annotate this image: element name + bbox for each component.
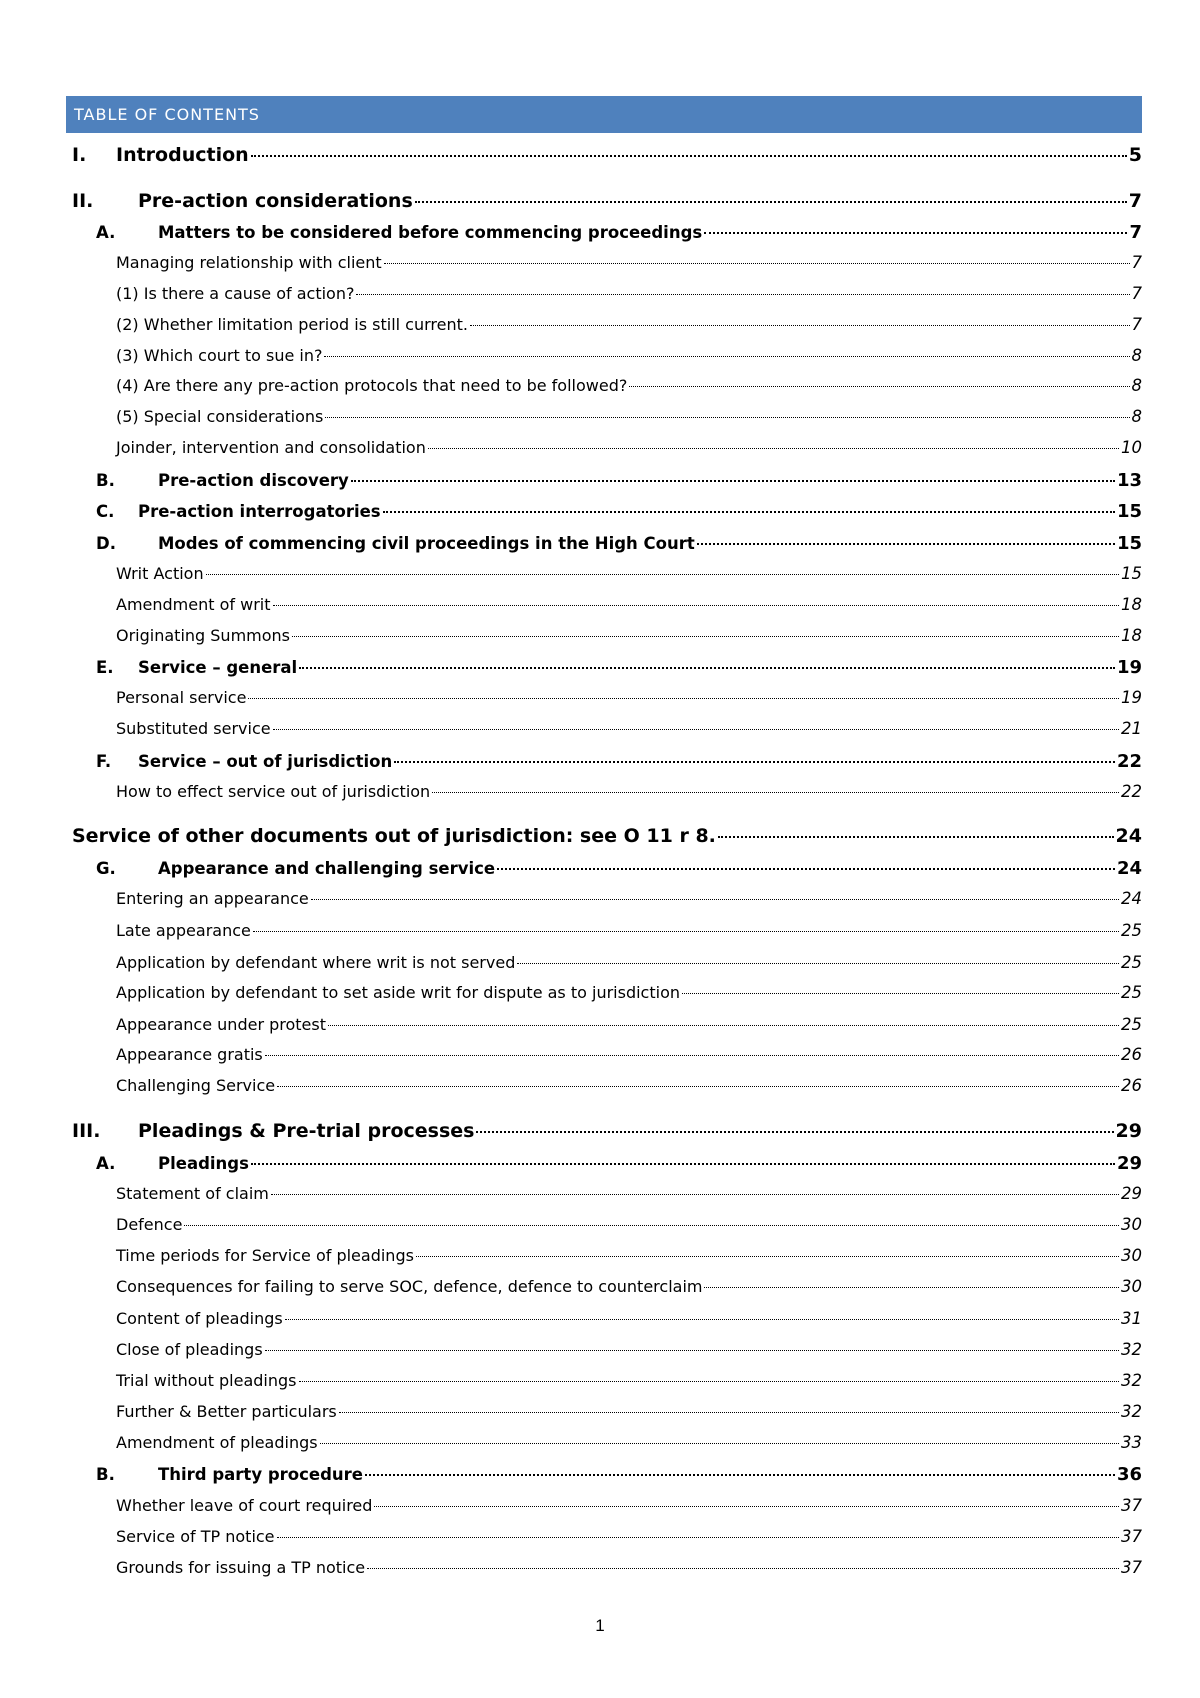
dot-leader: [497, 868, 1115, 870]
dot-leader: [265, 1350, 1119, 1351]
toc-entry-label: Appearance under protest: [116, 1015, 326, 1034]
toc-entry-label: How to effect service out of jurisdiction: [116, 782, 431, 801]
dot-leader: [365, 1474, 1115, 1476]
dot-leader: [206, 574, 1119, 575]
toc-entry-page: 22: [1121, 782, 1142, 801]
dot-leader: [324, 356, 1129, 357]
dot-leader: [428, 448, 1119, 449]
dot-leader: [351, 480, 1115, 482]
dot-leader: [517, 963, 1119, 964]
toc-entry-page: 7: [1128, 190, 1142, 212]
toc-entry-label: Service – out of jurisdiction: [138, 752, 393, 771]
toc-entry[interactable]: [96, 222, 1142, 248]
toc-entry-page: 32: [1121, 1371, 1142, 1390]
toc-entry[interactable]: [116, 953, 1142, 979]
toc-entry-label: Trial without pleadings: [116, 1371, 297, 1390]
toc-entry-page: 18: [1121, 595, 1142, 614]
toc-entry[interactable]: [72, 144, 1142, 170]
toc-entry-label: (2) Whether limitation period is still current.: [116, 315, 468, 334]
toc-entry-page: 37: [1121, 1527, 1142, 1546]
toc-entry-label: Matters to be considered before commencing proceedings: [158, 223, 703, 242]
toc-entry[interactable]: [72, 825, 1142, 851]
toc-entry-label: Service – general: [138, 658, 298, 677]
toc-entry-page: 30: [1121, 1246, 1142, 1265]
toc-entry-page: 26: [1121, 1045, 1142, 1064]
toc-entry-page: 21: [1121, 719, 1142, 738]
toc-entry[interactable]: [116, 253, 1142, 279]
toc-entry-number: B.: [96, 471, 115, 490]
toc-entry[interactable]: [116, 1015, 1142, 1041]
toc-entry-label: Pre-action discovery: [158, 471, 349, 490]
toc-entry-page: 32: [1121, 1340, 1142, 1359]
toc-entry-label: Appearance gratis: [116, 1045, 263, 1064]
toc-entry-label: (3) Which court to sue in?: [116, 346, 323, 365]
dot-leader: [184, 1225, 1119, 1226]
toc-entry-label: Defence: [116, 1215, 183, 1234]
toc-entry[interactable]: [116, 595, 1142, 621]
toc-entry[interactable]: [116, 688, 1142, 714]
toc-entry-page: 15: [1116, 533, 1142, 554]
toc-entry-label: Pre-action considerations: [138, 190, 413, 212]
dot-leader: [374, 1506, 1119, 1507]
dot-leader: [311, 899, 1119, 900]
toc-entry-label: Service of other documents out of jurisdiction: see O 11 r 8.: [72, 825, 716, 847]
dot-leader: [432, 792, 1119, 793]
toc-entry-page: 7: [1131, 284, 1142, 303]
toc-entry-label: Content of pleadings: [116, 1309, 283, 1328]
toc-entry[interactable]: [116, 438, 1142, 464]
toc-entry-number: B.: [96, 1465, 115, 1484]
toc-entry-page: 24: [1121, 889, 1142, 908]
toc-entry-page: 37: [1121, 1496, 1142, 1515]
toc-entry[interactable]: [116, 1340, 1142, 1366]
toc-entry[interactable]: [96, 533, 1142, 559]
toc-entry[interactable]: [72, 1120, 1142, 1146]
dot-leader: [629, 386, 1129, 387]
toc-entry[interactable]: [72, 190, 1142, 216]
toc-entry-page: 30: [1121, 1277, 1142, 1296]
toc-entry-label: (4) Are there any pre-action protocols that need to be followed?: [116, 376, 628, 395]
toc-entry-page: 31: [1121, 1309, 1142, 1328]
toc-entry[interactable]: [116, 284, 1142, 310]
toc-entry[interactable]: [116, 1184, 1142, 1210]
toc-entry[interactable]: [116, 315, 1142, 341]
dot-leader: [697, 543, 1115, 545]
dot-leader: [292, 636, 1119, 637]
toc-entry[interactable]: [116, 889, 1142, 915]
toc-entry-page: 10: [1121, 438, 1142, 457]
toc-entry[interactable]: [96, 858, 1142, 884]
toc-entry[interactable]: [96, 657, 1142, 683]
toc-entry-number: E.: [96, 658, 114, 677]
dot-leader: [384, 263, 1130, 264]
toc-entry[interactable]: [116, 346, 1142, 372]
toc-entry-label: Close of pleadings: [116, 1340, 263, 1359]
dot-leader: [325, 417, 1129, 418]
toc-entry-page: 7: [1131, 315, 1142, 334]
dot-leader: [273, 605, 1120, 606]
dot-leader: [277, 1537, 1119, 1538]
dot-leader: [704, 1287, 1119, 1288]
toc-entry[interactable]: [116, 1246, 1142, 1272]
toc-entry[interactable]: [116, 1076, 1142, 1102]
toc-entry-page: 36: [1116, 1464, 1142, 1485]
toc-entry-page: 29: [1115, 1120, 1142, 1142]
toc-entry[interactable]: [116, 921, 1142, 947]
toc-entry-page: 37: [1121, 1558, 1142, 1577]
toc-entry[interactable]: [116, 1527, 1142, 1553]
toc-entry-label: Amendment of pleadings: [116, 1433, 318, 1452]
toc-entry[interactable]: [116, 564, 1142, 590]
toc-entry-page: 30: [1121, 1215, 1142, 1234]
toc-entry-page: 24: [1115, 825, 1142, 847]
dot-leader: [285, 1319, 1119, 1320]
toc-entry[interactable]: [96, 1153, 1142, 1179]
toc-entry[interactable]: [96, 470, 1142, 496]
toc-entry-page: 15: [1116, 501, 1142, 522]
dot-leader: [682, 993, 1119, 994]
toc-entry[interactable]: [116, 782, 1142, 808]
toc-entry-page: 8: [1131, 346, 1142, 365]
toc-entry-page: 8: [1131, 407, 1142, 426]
toc-entry-label: Whether leave of court required: [116, 1496, 373, 1515]
toc-entry-label: Consequences for failing to serve SOC, defence, defence to counterclaim: [116, 1277, 703, 1296]
toc-entry-label: Joinder, intervention and consolidation: [116, 438, 426, 457]
toc-entry-label: Pleadings: [158, 1154, 249, 1173]
page-number: 1: [595, 1616, 605, 1635]
toc-entry-page: 22: [1116, 751, 1142, 772]
toc-entry-label: Managing relationship with client: [116, 253, 382, 272]
toc-entry[interactable]: [116, 1402, 1142, 1428]
dot-leader: [415, 201, 1127, 203]
dot-leader: [277, 1086, 1119, 1087]
toc-entry-label: Challenging Service: [116, 1076, 276, 1095]
toc-entry-page: 26: [1121, 1076, 1142, 1095]
toc-entry-label: Third party procedure: [158, 1465, 363, 1484]
toc-entry-number: D.: [96, 534, 116, 553]
dot-leader: [704, 232, 1127, 234]
toc-entry-page: 25: [1121, 1015, 1142, 1034]
dot-leader: [476, 1131, 1113, 1133]
dot-leader: [251, 1163, 1115, 1165]
dot-leader: [718, 836, 1114, 838]
toc-entry[interactable]: [116, 983, 1142, 1009]
toc-entry-label: Service of TP notice: [116, 1527, 275, 1546]
dot-leader: [470, 325, 1130, 326]
toc-entry-label: Modes of commencing civil proceedings in the High Court: [158, 534, 695, 553]
toc-entry-label: (5) Special considerations: [116, 407, 324, 426]
toc-entry[interactable]: [116, 1309, 1142, 1335]
toc-entry-label: Application by defendant where writ is not served: [116, 953, 516, 972]
dot-leader: [253, 931, 1119, 932]
dot-leader: [320, 1443, 1119, 1444]
toc-entry[interactable]: [96, 501, 1142, 527]
toc-entry[interactable]: [116, 1045, 1142, 1071]
toc-entry[interactable]: [116, 1277, 1142, 1303]
toc-entry[interactable]: [96, 751, 1142, 777]
toc-entry-label: Statement of claim: [116, 1184, 269, 1203]
dot-leader: [299, 1381, 1120, 1382]
toc-entry-label: Substituted service: [116, 719, 271, 738]
toc-entry-label: Writ Action: [116, 564, 204, 583]
toc-entry-number: C.: [96, 502, 115, 521]
toc-entry[interactable]: [116, 1558, 1142, 1584]
dot-leader: [383, 511, 1115, 513]
toc-entry[interactable]: [116, 407, 1142, 433]
dot-leader: [271, 1194, 1119, 1195]
toc-entry-label: Personal service: [116, 688, 247, 707]
toc-entry[interactable]: [116, 376, 1142, 402]
toc-entry-label: Entering an appearance: [116, 889, 309, 908]
dot-leader: [248, 698, 1119, 699]
toc-entry-label: (1) Is there a cause of action?: [116, 284, 355, 303]
dot-leader: [394, 761, 1115, 763]
toc-entry[interactable]: [116, 626, 1142, 652]
dot-leader: [273, 729, 1119, 730]
toc-entry-label: Grounds for issuing a TP notice: [116, 1558, 366, 1577]
toc-entry-number: G.: [96, 859, 116, 878]
toc-entry-number: A.: [96, 223, 116, 242]
toc-entry-label: Late appearance: [116, 921, 251, 940]
toc-entry-label: Application by defendant to set aside writ for dispute as to jurisdiction: [116, 983, 680, 1002]
toc-entry-number: III.: [72, 1120, 101, 1142]
toc-entry-page: 5: [1128, 144, 1142, 166]
toc-entry-label: Time periods for Service of pleadings: [116, 1246, 414, 1265]
toc-entry-page: 24: [1116, 858, 1142, 879]
toc-entry-page: 13: [1116, 470, 1142, 491]
toc-entry-label: Amendment of writ: [116, 595, 271, 614]
toc-entry-number: I.: [72, 144, 87, 166]
toc-entry-label: Pleadings & Pre-trial processes: [138, 1120, 475, 1142]
toc-entry-page: 8: [1131, 376, 1142, 395]
toc-entry-page: 19: [1121, 688, 1142, 707]
toc-entry-label: Appearance and challenging service: [158, 859, 496, 878]
dot-leader: [367, 1568, 1119, 1569]
dot-leader: [251, 155, 1127, 157]
toc-entry-page: 19: [1116, 657, 1142, 678]
toc-entry[interactable]: [116, 1371, 1142, 1397]
toc-entry-page: 29: [1121, 1184, 1142, 1203]
toc-entry-page: 33: [1121, 1433, 1142, 1452]
dot-leader: [339, 1412, 1119, 1413]
toc-entry-page: 32: [1121, 1402, 1142, 1421]
dot-leader: [299, 667, 1115, 669]
toc-entry[interactable]: [116, 719, 1142, 745]
toc-entry-number: A.: [96, 1154, 116, 1173]
toc-entry[interactable]: [96, 1464, 1142, 1490]
toc-entry-number: II.: [72, 190, 94, 212]
dot-leader: [328, 1025, 1119, 1026]
toc-entry-page: 25: [1121, 953, 1142, 972]
toc-entry-page: 25: [1121, 921, 1142, 940]
toc-entry-label: Further & Better particulars: [116, 1402, 337, 1421]
toc-entry-page: 25: [1121, 983, 1142, 1002]
toc-title: TABLE OF CONTENTS: [66, 96, 1142, 133]
toc-entry-number: F.: [96, 752, 112, 771]
dot-leader: [356, 294, 1129, 295]
toc-entry[interactable]: [116, 1496, 1142, 1522]
toc-entry[interactable]: [116, 1433, 1142, 1459]
toc-entry-page: 15: [1121, 564, 1142, 583]
toc-entry-label: Pre-action interrogatories: [138, 502, 381, 521]
toc-entry-page: 7: [1129, 222, 1142, 243]
toc-entry-label: Originating Summons: [116, 626, 290, 645]
toc-entry-page: 29: [1116, 1153, 1142, 1174]
toc-entry-label: Introduction: [116, 144, 249, 166]
toc-entry-page: 18: [1121, 626, 1142, 645]
toc-entry[interactable]: [116, 1215, 1142, 1241]
toc-entry-page: 7: [1131, 253, 1142, 272]
dot-leader: [265, 1055, 1119, 1056]
dot-leader: [416, 1256, 1119, 1257]
